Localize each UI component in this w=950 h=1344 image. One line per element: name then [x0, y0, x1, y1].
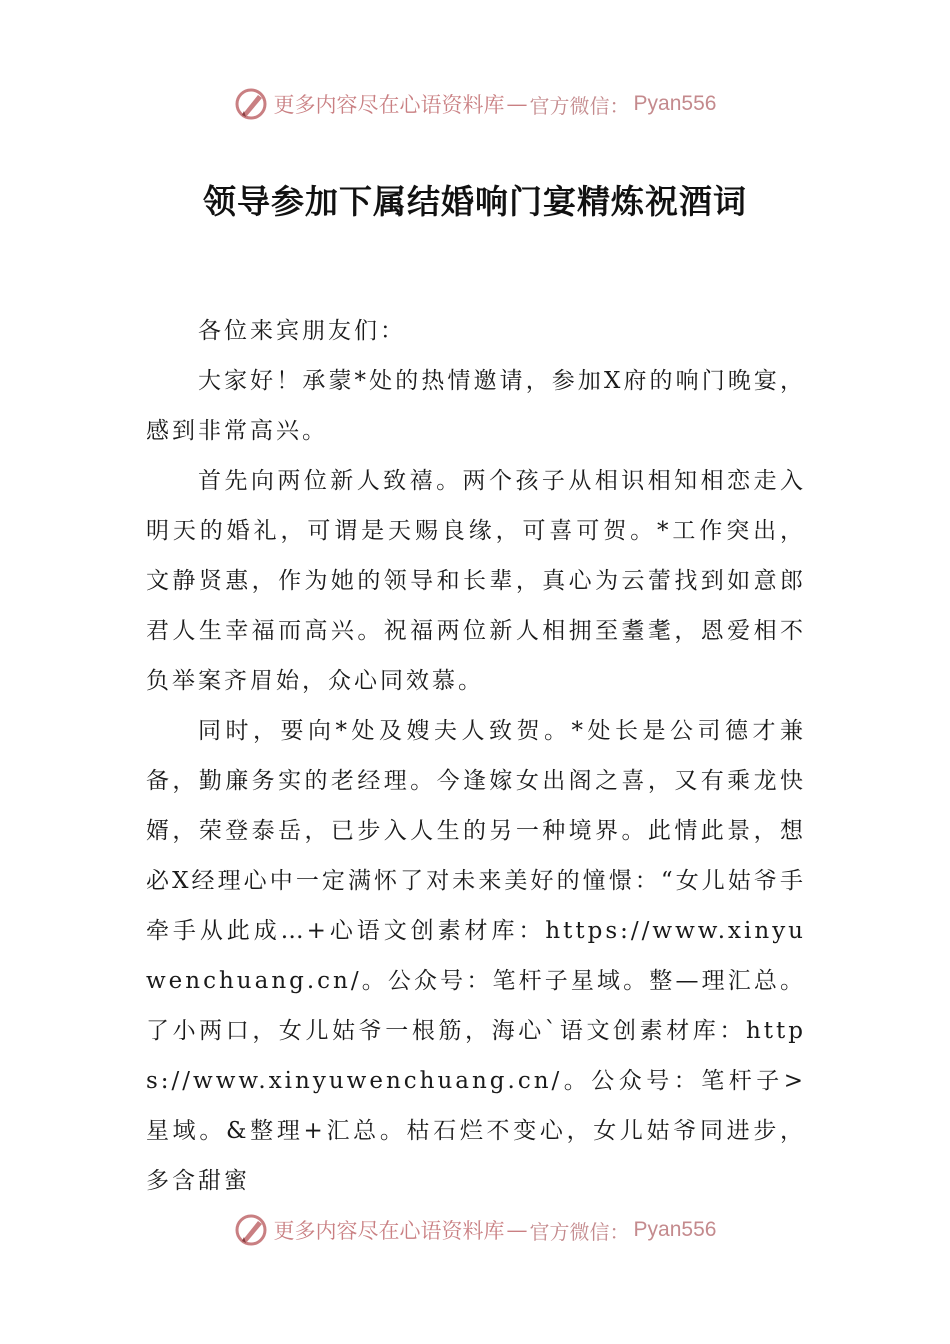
- watermark-wechat-label: 官方微信：: [529, 93, 630, 118]
- pen-logo-icon: [234, 87, 268, 121]
- paragraph-greeting: 各位来宾朋友们：: [198, 318, 406, 344]
- watermark-dash: —: [506, 92, 528, 116]
- watermark-dash: —: [506, 1218, 528, 1242]
- pen-logo-icon: [234, 1213, 268, 1247]
- watermark-wechat-id: Pyan556: [633, 1218, 717, 1241]
- watermark-wechat-label: 官方微信：: [529, 1219, 630, 1244]
- watermark-main-text: 更多内容尽在心语资料库: [273, 93, 505, 117]
- footer-watermark: [0, 1210, 950, 1250]
- header-watermark: [0, 84, 950, 124]
- watermark-wechat-id: Pyan556: [633, 92, 717, 115]
- paragraph: 同时，要向*处及嫂夫人致贺。*处长是公司德才兼备，勤廉务实的老经理。今逢嫁女出阁之喜，又有乘龙快婿，荣登泰岳，已步入人生的另一种境界。此情此景，想必X经理心中一定满怀了对未来美好的憧憬：“女儿姑爷手牵手从此成…+心语文创素材库：https://www.xinyuwenchuang.cn/。公众号：笔杆子星域。整—理汇总。了小两口，女儿姑爷一根筋，海心`语文创素材库：https://www.xinyuwenchuang.cn/。公众号：笔杆子>星域。&整理+汇总。枯石烂不变心，女儿姑爷同进步，多含甜蜜: [146, 718, 806, 1194]
- document-body: [146, 306, 806, 1206]
- watermark-main-text: 更多内容尽在心语资料库: [273, 1219, 505, 1243]
- paragraph: 首先向两位新人致禧。两个孩子从相识相知相恋走入明天的婚礼，可谓是天赐良缘，可喜可贺。*工作突出，文静贤惠，作为她的领导和长辈，真心为云蕾找到如意郎君人生幸福而高兴。祝福两位新人相拥至耋耄，恩爱相不负举案齐眉始，众心同效慕。: [146, 468, 806, 694]
- document-title: 领导参加下属结婚响门宴精炼祝酒词: [203, 182, 747, 221]
- paragraph: 大家好！承蒙*处的热情邀请，参加X府的响门晚宴，感到非常高兴。: [146, 368, 806, 444]
